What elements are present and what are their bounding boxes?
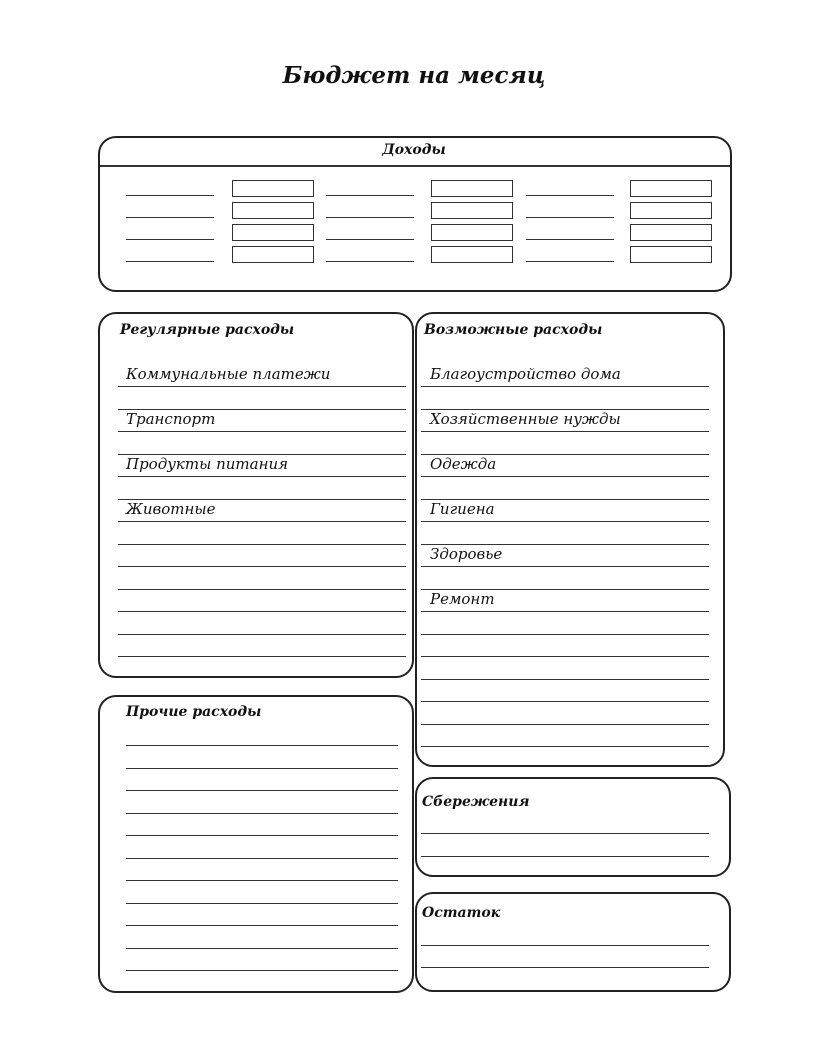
- possible-expense-line: [421, 679, 709, 680]
- possible-expense-line: [421, 746, 709, 747]
- possible-expenses-header: Возможные расходы: [424, 322, 603, 338]
- income-amount-box: [232, 180, 314, 197]
- income-amount-box: [630, 246, 712, 263]
- regular-expense-line: [118, 544, 406, 545]
- regular-expense-label: Коммунальные платежи: [126, 365, 331, 383]
- other-expense-line: [126, 925, 398, 926]
- possible-expense-label: Одежда: [430, 455, 497, 473]
- other-expense-line: [126, 768, 398, 769]
- possible-expense-label: Гигиена: [430, 500, 495, 518]
- regular-expense-line: [118, 634, 406, 635]
- possible-expense-line: [421, 476, 709, 477]
- savings-line: [421, 833, 709, 834]
- income-source-line: [526, 195, 614, 196]
- other-expense-line: [126, 903, 398, 904]
- remainder-line: [421, 967, 709, 968]
- regular-expense-line: [118, 656, 406, 657]
- possible-expense-line: [421, 386, 709, 387]
- regular-expenses-header: Регулярные расходы: [120, 322, 295, 338]
- income-amount-box: [630, 202, 712, 219]
- possible-expense-line: [421, 611, 709, 612]
- other-expense-line: [126, 813, 398, 814]
- page-title: Бюджет на месяц: [282, 62, 546, 89]
- possible-expense-label: Ремонт: [430, 590, 495, 608]
- income-source-line: [326, 261, 414, 262]
- income-amount-box: [232, 246, 314, 263]
- income-source-line: [326, 195, 414, 196]
- possible-expense-line: [421, 431, 709, 432]
- regular-expense-label: Животные: [126, 500, 216, 518]
- possible-expense-line: [421, 566, 709, 567]
- possible-expense-line: [421, 701, 709, 702]
- savings-header: Сбережения: [422, 794, 530, 810]
- other-expense-line: [126, 790, 398, 791]
- savings-section: [415, 777, 731, 877]
- possible-expense-line: [421, 634, 709, 635]
- income-amount-box: [232, 224, 314, 241]
- other-expense-line: [126, 858, 398, 859]
- possible-expense-label: Благоустройство дома: [430, 365, 621, 383]
- income-amount-box: [630, 180, 712, 197]
- other-expense-line: [126, 880, 398, 881]
- remainder-header: Остаток: [422, 905, 501, 921]
- income-amount-box: [431, 202, 513, 219]
- regular-expense-line: [118, 566, 406, 567]
- regular-expense-line: [118, 521, 406, 522]
- regular-expense-line: [118, 476, 406, 477]
- income-source-line: [326, 239, 414, 240]
- income-header: Доходы: [382, 142, 446, 158]
- other-expenses-header: Прочие расходы: [126, 704, 262, 720]
- other-expense-line: [126, 970, 398, 971]
- income-source-line: [526, 239, 614, 240]
- regular-expense-line: [118, 386, 406, 387]
- income-source-line: [326, 217, 414, 218]
- possible-expense-line: [421, 656, 709, 657]
- income-source-line: [526, 261, 614, 262]
- income-source-line: [126, 195, 214, 196]
- regular-expense-line: [118, 589, 406, 590]
- income-header-divider: [100, 165, 730, 167]
- income-amount-box: [431, 224, 513, 241]
- income-amount-box: [232, 202, 314, 219]
- possible-expense-line: [421, 521, 709, 522]
- income-amount-box: [431, 180, 513, 197]
- income-source-line: [126, 261, 214, 262]
- other-expense-line: [126, 948, 398, 949]
- other-expense-line: [126, 745, 398, 746]
- other-expense-line: [126, 835, 398, 836]
- income-source-line: [526, 217, 614, 218]
- income-source-line: [126, 217, 214, 218]
- regular-expense-line: [118, 611, 406, 612]
- income-amount-box: [431, 246, 513, 263]
- possible-expense-label: Здоровье: [430, 545, 503, 563]
- savings-line: [421, 856, 709, 857]
- regular-expense-line: [118, 431, 406, 432]
- income-amount-box: [630, 224, 712, 241]
- remainder-line: [421, 945, 709, 946]
- regular-expense-label: Продукты питания: [126, 455, 289, 473]
- possible-expense-label: Хозяйственные нужды: [430, 410, 621, 428]
- income-source-line: [126, 239, 214, 240]
- regular-expense-label: Транспорт: [126, 410, 216, 428]
- possible-expense-line: [421, 724, 709, 725]
